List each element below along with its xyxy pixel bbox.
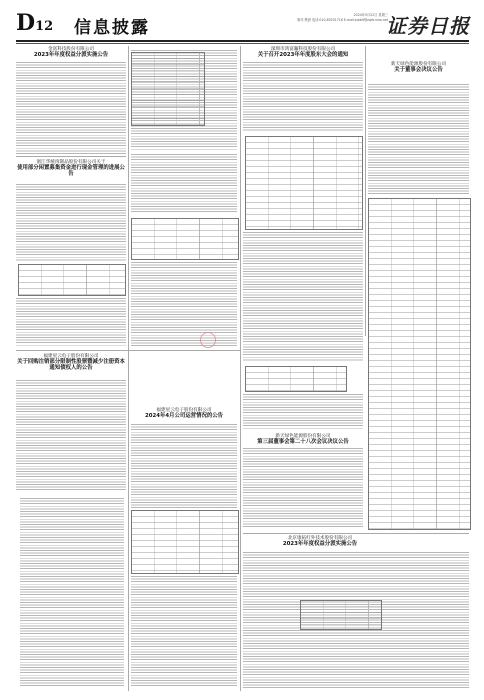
- article-body: [368, 84, 469, 194]
- article-body: [16, 298, 126, 346]
- article-title: 使用部分闲置募集资金进行现金管理的进展公告: [17, 165, 125, 178]
- article-body: [16, 184, 126, 262]
- page-number-label: [16, 12, 53, 38]
- article-divider: [243, 533, 469, 534]
- date-line: 2024年5月22日 星期三: [353, 13, 388, 17]
- article-title: 第三届董事会第二十八次会议决议公告: [257, 439, 349, 446]
- data-table: [18, 264, 126, 296]
- article-company: 福建星云电子股份有限公司: [43, 354, 99, 359]
- article-heading: [131, 408, 237, 419]
- company-seal: [200, 332, 216, 348]
- section-title: 信息披露: [74, 18, 150, 38]
- article-body: [243, 232, 363, 362]
- article-title: 2023年年度权益分派实施公告: [33, 52, 109, 59]
- article-heading: [16, 160, 126, 177]
- article-company: 新天绿色能源股份有限公司: [275, 434, 331, 439]
- article-company: 北京康拓红外技术股份有限公司: [287, 536, 353, 541]
- data-table: [368, 198, 471, 530]
- article-body: [20, 498, 124, 688]
- article-title: 关于回购注销部分限制性股票暨减少注册资本通知债权人的公告: [17, 359, 125, 372]
- article-company: 金富科技股份有限公司: [48, 47, 94, 52]
- data-table: [131, 52, 205, 126]
- article-heading: [16, 47, 126, 58]
- newspaper-masthead: 证券日报: [386, 14, 470, 38]
- article-title: 关于董事会决议公告: [394, 67, 443, 74]
- article-heading: [243, 47, 363, 58]
- article-body: [16, 62, 126, 154]
- article-company: 浙江华统肉制品股份有限公司关于: [36, 160, 106, 165]
- article-title: 关于召开2023年年度股东大会的通知: [257, 52, 349, 59]
- data-table: [131, 218, 239, 260]
- article-title: 2024年4月公司运营情况的公告: [144, 413, 224, 420]
- article-heading: [368, 62, 469, 73]
- header-rule: [16, 40, 469, 42]
- article-body: [131, 262, 237, 346]
- contact-line: 制作 樊晨 电话:010-83251716 E-mail:zqrb9@zqrb.sina.net: [297, 17, 388, 22]
- column-divider: [240, 46, 241, 691]
- article-body: [131, 576, 237, 688]
- data-table: [300, 600, 382, 630]
- column-divider: [365, 46, 366, 336]
- issue-meta: [297, 13, 388, 22]
- data-table: [131, 510, 239, 574]
- article-company: 深圳市鸿富瀚科技股份有限公司: [270, 47, 336, 52]
- article-body: [243, 62, 363, 132]
- article-company: 新天绿色能源股份有限公司: [390, 62, 447, 67]
- page-letter: D: [16, 10, 36, 36]
- article-body: [243, 448, 363, 528]
- article-divider: [16, 156, 126, 157]
- header-rule-thin: [16, 43, 469, 44]
- article-heading: [243, 434, 363, 445]
- page-number: 12: [35, 19, 54, 34]
- data-table: [245, 366, 347, 392]
- article-body: [131, 424, 237, 508]
- article-title: 2023年年度权益分派实施公告: [282, 541, 358, 548]
- article-company: 福建星云电子股份有限公司: [156, 408, 212, 413]
- article-divider: [16, 350, 240, 351]
- article-body: [131, 154, 237, 214]
- page-header: [0, 0, 484, 42]
- column-divider: [128, 46, 129, 691]
- article-heading: [16, 354, 126, 371]
- article-body: [243, 394, 363, 430]
- data-table: [245, 136, 363, 230]
- article-heading: [250, 536, 390, 547]
- article-body: [16, 380, 126, 492]
